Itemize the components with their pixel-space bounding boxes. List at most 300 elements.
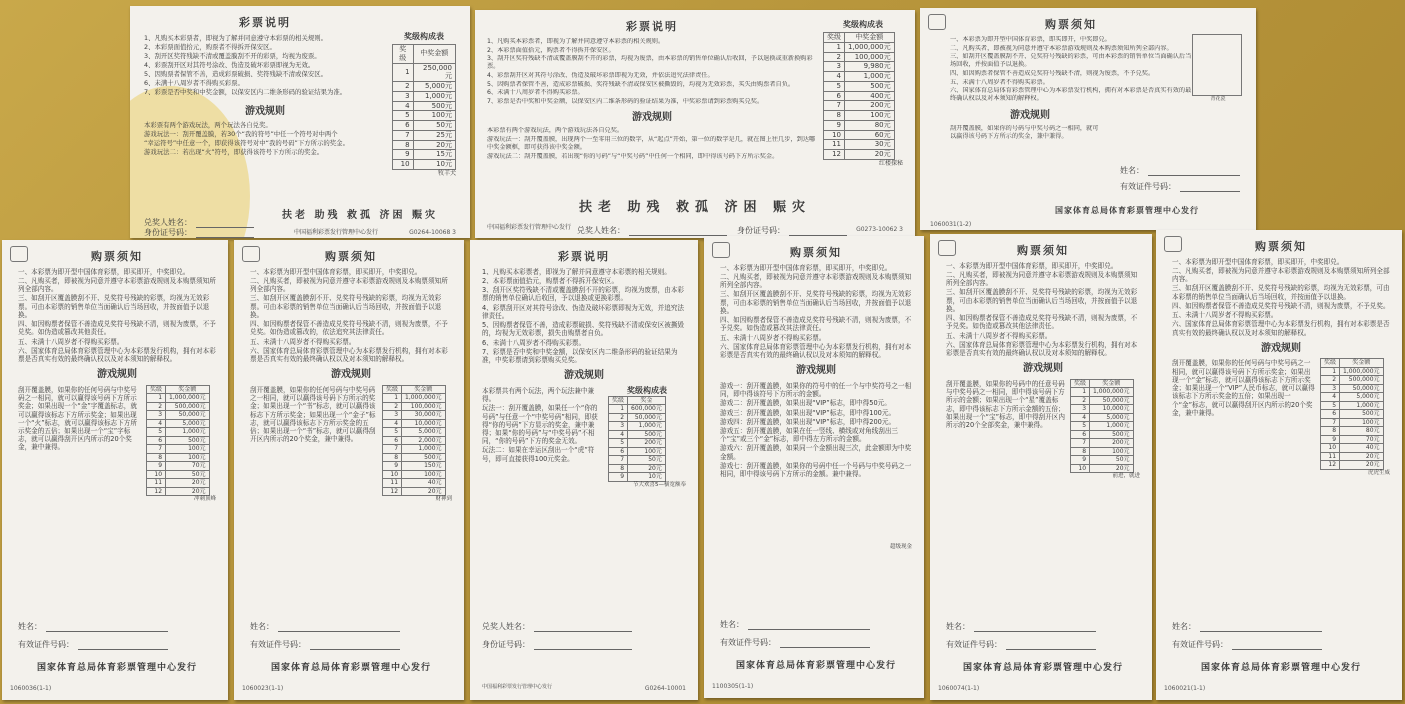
- prize-row: [147, 462, 210, 471]
- text-line: 1、凡购买本彩票者，即视为了解并同意遵守本彩票的相关规则。: [482, 267, 671, 276]
- prize-row: [609, 413, 666, 422]
- prize-row: [383, 402, 446, 411]
- text-line: 4、彩票刮开区对其符号涂改、伪造及破坏彩票即视为无效，并依法追究法律责任。: [487, 71, 714, 79]
- prize-footer: 牧羊犬: [437, 169, 456, 177]
- prize-cell: 2: [1071, 396, 1090, 405]
- prize-cell: 200元: [628, 439, 666, 448]
- prize-row: [383, 436, 446, 445]
- rules-block: [946, 379, 1140, 480]
- prize-cell: 4: [147, 419, 166, 428]
- prize-row: [1321, 393, 1384, 402]
- prize-cell: 20元: [1340, 461, 1384, 470]
- prize-cell: 5,000元: [1340, 393, 1384, 402]
- ticket-notes: [18, 268, 216, 364]
- prize-cell: 6: [824, 91, 845, 101]
- text-line: 三、如刮开区覆盖膜刮不开、兑奖符号残缺的彩票，均视为无效彩票，可由本彩票的销售单位当面确认后当场回收，并按面值予以退换。: [720, 290, 912, 315]
- text-line: 四、如因购票者保管不善造成兑奖符号残缺不清，则视为废票，不予兑奖。如伪造或篡改其他法律责任。: [946, 314, 1138, 331]
- text-line: 五、未满十八周岁者不得购买彩票。: [950, 78, 1049, 86]
- prize-cell: 6: [1071, 430, 1090, 439]
- prize-row: [393, 160, 456, 170]
- id-field: [482, 640, 632, 650]
- prize-column: [608, 386, 686, 489]
- text-line: 五、未满十八周岁者不得购买彩票。: [18, 337, 124, 346]
- prize-cell: 70元: [166, 462, 210, 471]
- ticket-title: 彩票说明: [558, 250, 610, 263]
- prize-cell: 9: [1071, 456, 1090, 465]
- text-line: 四、如因购票者保管不善造成兑奖符号残缺不清，则视为废票，不予兑奖。如伪造或篡改的，依法追究其法律责任。: [250, 320, 448, 337]
- prize-row: [383, 419, 446, 428]
- prize-cell: 1: [147, 394, 166, 403]
- prize-cell: 2: [147, 402, 166, 411]
- prize-row: [393, 111, 456, 121]
- ticket-code: G0273-10062 3: [856, 226, 903, 233]
- prize-header-cell: 奖级: [824, 33, 845, 43]
- prize-row: [383, 462, 446, 471]
- prize-cell: 5,000元: [166, 419, 210, 428]
- ticket-notes: [720, 264, 912, 360]
- prize-row: [1071, 413, 1134, 422]
- ticket-rules: [18, 385, 142, 503]
- ticket-notes: [946, 262, 1140, 358]
- prize-row: [393, 82, 456, 92]
- text-line: 3、刮开区奖符残缺不清或覆盖膜刮不开的彩票，均视为废票。: [144, 51, 321, 60]
- text-line: 刮开覆盖膜，如果你的任何号码与中奖号码之一相同，就可以赢得该号码下方所示奖金；如果出现一个“金”字覆盖标志，就可以赢得该标志下方所示奖金；如果出现一个“火”标志，就可以赢得该标志下方所示奖金的五倍；如果出现一个“宝”字标志，就可以赢得刮开区内所示的20个奖金，兼中兼得。: [18, 385, 137, 452]
- prize-cell: 5: [1071, 422, 1090, 431]
- prize-cell: 500元: [845, 81, 895, 91]
- prize-cell: 3: [824, 62, 845, 72]
- prize-cell: 70元: [1340, 435, 1384, 444]
- ticket-title: 购票须知: [91, 250, 143, 263]
- text-line: 刮开覆盖膜，如果你的号码与中奖号码之一相同，就可以赢得该号码下方所示的奖金，兼中兼得。: [950, 125, 1099, 140]
- prize-table: [608, 396, 666, 482]
- text-line: 二、凡购买者，即被视为同意并遵守本彩票游戏规则及本购票须知所列全部内容。: [720, 272, 912, 290]
- issuer-text: 国家体育总局体育彩票管理中心发行: [270, 662, 431, 673]
- prize-cell: 3: [147, 411, 166, 420]
- id-line: [1232, 640, 1322, 650]
- prize-header-row: [147, 385, 210, 394]
- prize-cell: 7: [1321, 418, 1340, 427]
- prize-cell: 50元: [1090, 456, 1134, 465]
- prize-cell: 5: [1321, 401, 1340, 410]
- ticket-body: [1164, 238, 1390, 692]
- text-line: 三、如刮开区覆盖膜刮不开、兑奖符号残缺的彩票，可由本彩票的销售单位当面确认后当场回收，并按面值予以退换。: [950, 53, 1192, 68]
- text-line: 刮开覆盖膜，如果你的任何号码与中奖号码之一相同，就可以赢得该号码下方所示的奖金；如果出现一个“书”标志，就可以赢得该标志下方所示奖金；如果出现一个“金子”标志，就可以赢得该标志下方所示奖金的五倍；如果出现一个“书”标志，就可以赢得刮开区内所示的20个奖金，兼中兼得。: [250, 385, 376, 444]
- prize-row: [1071, 405, 1134, 414]
- prize-cell: 2: [609, 413, 628, 422]
- text-line: 二、凡购买者，即被视为同意并遵守本彩票游戏规则及本购票须知所列全部内容。: [950, 44, 1173, 52]
- issuer-text: 国家体育总局体育彩票管理中心发行: [962, 662, 1123, 673]
- prize-cell: 10,000元: [402, 419, 446, 428]
- text-line: 5、因购票者保管不善，造成彩票破损、奖符残缺不清或保安区。: [144, 69, 328, 78]
- prize-row: [147, 445, 210, 454]
- prize-cell: 500元: [1090, 430, 1134, 439]
- prize-cell: 4: [824, 72, 845, 82]
- name-field: [720, 620, 870, 630]
- prize-table: [1070, 379, 1134, 474]
- prize-row: [609, 473, 666, 482]
- prize-cell: 6: [1321, 410, 1340, 419]
- prize-row: [147, 487, 210, 496]
- id-field: [720, 638, 870, 648]
- prize-cell: 11: [147, 479, 166, 488]
- prize-cell: 10,000元: [1090, 405, 1134, 414]
- prize-row: [147, 470, 210, 479]
- text-line: 4、彩票刮开区对其符号涂改、伪造及破坏彩票即视为无效，并追究法律责任。: [482, 303, 685, 320]
- rules-block: [18, 385, 216, 503]
- prize-cell: 8: [383, 453, 402, 462]
- prize-row: [383, 428, 446, 437]
- prize-header-row: [1071, 379, 1134, 388]
- text-line: 游戏三：刮开覆盖膜，如果出现“VIP”标志，即中得100元。: [720, 408, 896, 417]
- prize-row: [1071, 439, 1134, 448]
- prize-cell: 1,000,000元: [166, 394, 210, 403]
- prize-cell: 500,000元: [1340, 376, 1384, 385]
- ticket-title: 购票须知: [790, 246, 842, 259]
- prize-cell: 4: [1321, 393, 1340, 402]
- prize-row: [609, 464, 666, 473]
- prize-table: [1192, 34, 1242, 96]
- sports-lottery-logo: [928, 14, 946, 30]
- ticket-code: 1060031(1-2): [930, 221, 972, 228]
- prize-cell: 20元: [166, 479, 210, 488]
- text-line: 本彩票共有两个玩法，两个玩法兼中兼得。: [482, 386, 595, 404]
- prize-header-cell: 奖级: [1071, 379, 1090, 388]
- id-field: [946, 640, 1096, 650]
- prize-cell: 600,000元: [628, 405, 666, 414]
- rules-block: [1172, 358, 1390, 476]
- prize-cell: 100,000元: [845, 52, 895, 62]
- ticket-notes: [1172, 258, 1390, 337]
- prize-table: [382, 385, 446, 497]
- text-line: 六、国家体育总局体育彩票管理中心为本彩票发行机构，拥有对本彩票是否真实有效的最终确认权以及对本须知的解释权。: [18, 346, 216, 364]
- text-line: 游戏一：刮开覆盖膜，如果你的符号中的任一个与中奖符号之一相同，即中得该符号下方所示的金额。: [720, 381, 912, 399]
- prize-cell: 100元: [1090, 447, 1134, 456]
- text-line: 一、本彩票为即开型中国体育彩票，即买即开，中奖即兑。: [1172, 257, 1344, 266]
- prize-column: [382, 385, 452, 503]
- text-line: 1、凡购买本彩票者，即视为了解并同意遵守本彩票的相关规则。: [487, 37, 665, 45]
- prize-cell: 1: [824, 42, 845, 52]
- prize-cell: 5,000元: [402, 428, 446, 437]
- prize-table: [392, 44, 456, 170]
- prize-cell: 1,000元: [166, 428, 210, 437]
- ticket-title: 彩票说明: [239, 16, 291, 29]
- prize-row: [147, 453, 210, 462]
- prize-cell: 50,000元: [1090, 396, 1134, 405]
- prize-header-cell: 奖金: [628, 396, 666, 405]
- prize-cell: 9: [383, 462, 402, 471]
- ticket-rules: [946, 379, 1066, 480]
- issuer-text: 中国福利彩票发行管理中心发行: [487, 224, 572, 231]
- prize-cell: 7: [1071, 439, 1090, 448]
- prize-cell: 50元: [628, 456, 666, 465]
- prize-cell: 12: [1321, 461, 1340, 470]
- prize-cell: 50元: [166, 470, 210, 479]
- ticket-rules: [487, 127, 817, 160]
- prize-cell: 500元: [166, 436, 210, 445]
- prize-row: [824, 150, 895, 160]
- text-line: 5、因购票者保管不善，造成彩票破损、奖符残缺不清或保安区被撕毁的，均视为无效彩票，损失由购票者自负。: [482, 321, 685, 338]
- name-line: [974, 622, 1096, 632]
- prize-row: [383, 411, 446, 420]
- rules-title: 游戏规则: [1023, 363, 1063, 375]
- prize-cell: 12: [383, 487, 402, 496]
- ticket-body: [938, 242, 1140, 692]
- rules-title: 游戏规则: [97, 369, 137, 381]
- ticket-bottom-2: [234, 240, 464, 700]
- text-line: 6、未满十八周岁者不得购买彩票。: [144, 78, 244, 87]
- prize-cell: 100,000元: [402, 402, 446, 411]
- name-line: [1200, 622, 1322, 632]
- id-field: 身份证号码：: [144, 228, 254, 238]
- prize-row: [393, 140, 456, 150]
- prize-cell: 500,000元: [166, 402, 210, 411]
- ticket-top-middle: [475, 10, 915, 238]
- ticket-body: [10, 248, 216, 692]
- prize-header-cell: 奖级: [609, 396, 628, 405]
- ticket-notes: [144, 34, 386, 96]
- prize-row: [1071, 430, 1134, 439]
- prize-cell: 10元: [413, 160, 455, 170]
- rules-block: [720, 381, 912, 480]
- text-line: 五、未满十八周岁者不得购买彩票。: [946, 331, 1052, 340]
- prize-footer: 超级现金: [889, 544, 912, 550]
- id-field: [250, 640, 400, 650]
- prize-column: [1320, 358, 1390, 476]
- prize-row: [393, 130, 456, 140]
- prize-table: [1320, 358, 1384, 470]
- prize-row: [147, 428, 210, 437]
- prize-cell: 4: [1071, 413, 1090, 422]
- prize-row: [383, 453, 446, 462]
- prize-footer: 前进，就进: [1112, 473, 1140, 480]
- prize-footer: 虎虎生威: [1367, 469, 1390, 476]
- prize-cell: 7: [824, 101, 845, 111]
- prize-header-cell: 奖金额: [402, 385, 446, 394]
- prize-cell: 10元: [628, 473, 666, 482]
- issuer-text: 国家体育总局体育彩票管理中心发行: [1200, 662, 1361, 673]
- issuer-text: 中国福利彩票发行管理中心发行: [482, 683, 553, 690]
- prize-cell: 4: [383, 419, 402, 428]
- prize-header-cell: 奖金额: [1340, 359, 1384, 368]
- prize-cell: 1,000,000元: [1090, 388, 1134, 397]
- prize-cell: 1: [383, 394, 402, 403]
- prize-cell: 5: [824, 81, 845, 91]
- prize-row: [824, 120, 895, 130]
- prize-row: [147, 394, 210, 403]
- prize-cell: 1: [1321, 367, 1340, 376]
- text-line: 游戏玩法一：刮开覆盖膜，若30个“我的符号”中任一个符号对中两个: [144, 130, 338, 139]
- prize-cell: 500元: [628, 430, 666, 439]
- ticket-bottom-4: [704, 236, 924, 698]
- text-line: 四、如因购票者保管不善造成兑奖符号残缺不清，则视为废票，不予兑奖。如伪造或篡改其法律责任。: [720, 316, 912, 333]
- prize-table: [146, 385, 210, 497]
- id-label: 有效证件号码：: [1172, 640, 1228, 649]
- prize-cell: 1,000,000元: [402, 394, 446, 403]
- ticket-title: 购票须知: [1255, 240, 1307, 253]
- prize-cell: 15元: [413, 150, 455, 160]
- ticket-body: [482, 248, 686, 692]
- text-line: 3、刮开区奖符残缺不清或覆盖膜刮不开的彩票，均视为废票，由本彩票的销售单位确认后收回，予以退换或重新换购彩票。: [487, 55, 813, 70]
- prize-table: [823, 32, 895, 160]
- rules-title: 游戏规则: [796, 365, 836, 377]
- ticket-code: 1060021(1-1): [1164, 684, 1206, 692]
- prize-row: [393, 91, 456, 101]
- prize-cell: 1,000元: [628, 422, 666, 431]
- rules-title: 游戏规则: [632, 111, 672, 123]
- prize-row: [393, 150, 456, 160]
- prize-cell: 20元: [628, 464, 666, 473]
- prize-row: [824, 52, 895, 62]
- prize-cell: 50,000元: [166, 411, 210, 420]
- prize-row: [1321, 384, 1384, 393]
- text-line: 2、本彩票面值拾元，购票者不得拆开保安区。: [487, 46, 615, 54]
- prize-header-cell: 中奖金额: [413, 45, 455, 64]
- rules-title: 游戏规则: [245, 105, 285, 117]
- prize-row: [824, 91, 895, 101]
- prize-header-row: [824, 33, 895, 43]
- ticket-notes: [482, 268, 686, 365]
- issuer-text: 国家体育总局体育彩票管理中心发行: [1055, 206, 1199, 215]
- ticket-slogan: 扶老 助残 救孤 济困 赈灾: [578, 200, 812, 215]
- prize-row: [147, 436, 210, 445]
- prize-row: [147, 402, 210, 411]
- prize-cell: 200元: [1090, 439, 1134, 448]
- prize-header-cell: 奖级: [393, 45, 414, 64]
- prize-table-title: 奖级构成表: [404, 32, 444, 41]
- ticket-rules: [482, 386, 604, 489]
- id-label: 有效证件号码：: [250, 640, 306, 649]
- prize-cell: 100元: [845, 111, 895, 121]
- prize-cell: 1,000元: [413, 91, 455, 101]
- prize-cell: 6: [383, 436, 402, 445]
- prize-row: [609, 430, 666, 439]
- prize-cell: 5: [393, 111, 414, 121]
- prize-column: [146, 385, 216, 503]
- ticket-slogan: 扶老 助残 救孤 济困 赈灾: [282, 210, 438, 221]
- prize-cell: 1,000元: [845, 72, 895, 82]
- prize-row: [609, 456, 666, 465]
- prize-row: [824, 140, 895, 150]
- ticket-rules: [144, 121, 386, 156]
- prize-cell: 1,000,000元: [845, 42, 895, 52]
- ticket-notes: [487, 38, 817, 106]
- prize-cell: 200元: [845, 101, 895, 111]
- id-line: [310, 640, 400, 650]
- ticket-top-left: [130, 6, 470, 238]
- prize-cell: 30元: [845, 140, 895, 150]
- rules-title: 游戏规则: [1261, 342, 1301, 354]
- name-label: 姓名：: [250, 622, 274, 631]
- prize-cell: 7: [147, 445, 166, 454]
- text-line: 1、凡购买本彩票者，即视为了解并同意遵守本彩票的相关规则。: [144, 33, 328, 42]
- prize-cell: 500元: [1340, 410, 1384, 419]
- prize-cell: 2: [824, 52, 845, 62]
- prize-cell: 5: [383, 428, 402, 437]
- prize-cell: 5,000元: [1090, 413, 1134, 422]
- prize-row: [1071, 396, 1134, 405]
- text-line: 五、未满十八周岁者不得购买彩票。: [250, 337, 356, 346]
- prize-cell: 250,000元: [413, 63, 455, 82]
- prize-cell: 6: [147, 436, 166, 445]
- ticket-title: 购票须知: [1017, 244, 1069, 257]
- prize-cell: 1,000元: [1340, 401, 1384, 410]
- prize-cell: 1: [1071, 388, 1090, 397]
- prize-cell: 100元: [166, 453, 210, 462]
- prize-cell: 6: [609, 447, 628, 456]
- name-line: [534, 622, 632, 632]
- name-field: 兑奖人姓名：: [577, 226, 727, 236]
- prize-row: [383, 470, 446, 479]
- ticket-body: [712, 244, 912, 690]
- rules-title: 游戏规则: [1010, 109, 1050, 121]
- prize-row: [609, 422, 666, 431]
- id-field: [1172, 640, 1322, 650]
- id-field: 身份证号码：: [737, 226, 847, 236]
- prize-cell: 2: [383, 402, 402, 411]
- name-field: [1172, 622, 1322, 632]
- prize-row: [383, 487, 446, 496]
- rules-block: [250, 385, 452, 503]
- prize-cell: 4: [609, 430, 628, 439]
- text-line: 游戏二：刮开覆盖膜，如果出现“VIP”标志，即中得50元。: [720, 399, 891, 408]
- prize-cell: 9: [393, 150, 414, 160]
- prize-cell: 9: [609, 473, 628, 482]
- id-label: 有效证件号码：: [946, 640, 1002, 649]
- prize-row: [1321, 376, 1384, 385]
- id-label: 身份证号码：: [482, 640, 530, 649]
- prize-cell: 8: [1071, 447, 1090, 456]
- name-label: 姓名：: [18, 622, 42, 631]
- prize-row: [824, 42, 895, 52]
- ticket-code: 1060036(1-1): [10, 684, 52, 692]
- prize-header-cell: 中奖金额: [845, 33, 895, 43]
- prize-cell: 10: [824, 130, 845, 140]
- ticket-rules: [950, 125, 1100, 141]
- prize-table-title: 奖级构成表: [627, 385, 667, 395]
- prize-row: [393, 101, 456, 111]
- prize-cell: 20元: [402, 487, 446, 496]
- prize-row: [383, 445, 446, 454]
- text-line: 二、凡购买者，即被视为同意并遵守本彩票游戏规则及本购票须知所列全部内容。: [18, 276, 216, 294]
- prize-cell: 8: [393, 140, 414, 150]
- prize-row: [1321, 418, 1384, 427]
- text-line: 游戏六：刮开覆盖膜，如果同一个金额出现三次，此金额即为中奖金额。: [720, 444, 912, 461]
- ticket-notes: [250, 268, 452, 364]
- text-line: 一、本彩票为即开型中国体育彩票，即买即开，中奖即兑。: [946, 261, 1118, 270]
- issuer-text: 国家体育总局体育彩票管理中心发行: [36, 662, 197, 673]
- prize-header-cell: 奖金额: [166, 385, 210, 394]
- text-line: 游戏玩法一：刮开覆盖膜，出现两个一至零用三位的数字，从“起点”开始，第一位的数字是几，就在图上往几步，到达哪中奖金额框，即可获得该中奖金额。: [487, 136, 816, 151]
- prize-row: [147, 419, 210, 428]
- prize-cell: 12: [147, 487, 166, 496]
- text-line: 刮开覆盖膜，如果你的任何号码与中奖号码之一相同，就可以赢得该号码下方所示奖金；如果出现一个“金”标志，就可以赢得该标志下方所示奖金；如果出现一个“VIP”人民币标志，就可以赢得该标志下方所示奖金的五倍；如果出现一个“金”标志，就可以赢得刮开区内所示的20个奖金，兼中兼得。: [1172, 359, 1315, 417]
- prize-row: [1321, 452, 1384, 461]
- prize-cell: 3: [393, 91, 414, 101]
- prize-cell: 7: [609, 456, 628, 465]
- prize-cell: 20元: [166, 487, 210, 496]
- text-line: 一、本彩票为即开型中国体育彩票，即买即开，中奖即兑。: [720, 263, 892, 272]
- text-line: 三、如刮开区覆盖膜刮不开、兑奖符号残缺的彩票，均视为无效彩票。可由本彩票的销售单位当面确认后当场回收，并按面值予以退换。: [18, 294, 210, 319]
- prize-row: [383, 479, 446, 488]
- prize-cell: 5,000元: [413, 82, 455, 92]
- text-line: 本彩票有两个游戏玩法，两个游戏玩法各自兑奖。: [487, 127, 624, 135]
- prize-cell: 100元: [166, 445, 210, 454]
- text-line: 7、彩票是否中奖和中奖金额，以保安区内二维条形码的验证结果为准，中奖彩票请到彩票购买兑奖。: [482, 347, 678, 365]
- issuer-text: 中国福利彩票发行管理中心发行: [294, 229, 379, 236]
- text-line: 三、如刮开区覆盖膜刮不开、兑奖符号残缺的彩票，均视为无效彩票。可由本彩票的销售单位当面确认后当场回收，并按面值予以退换。: [250, 294, 442, 319]
- text-line: 三、如刮开区覆盖膜刮不开、兑奖符号残缺的彩票，均视为无效彩票，可由本彩票的销售单位当面确认后当场回收，并按面值予以退换。: [946, 288, 1138, 313]
- ticket-code: 1060074(1-1): [938, 684, 980, 692]
